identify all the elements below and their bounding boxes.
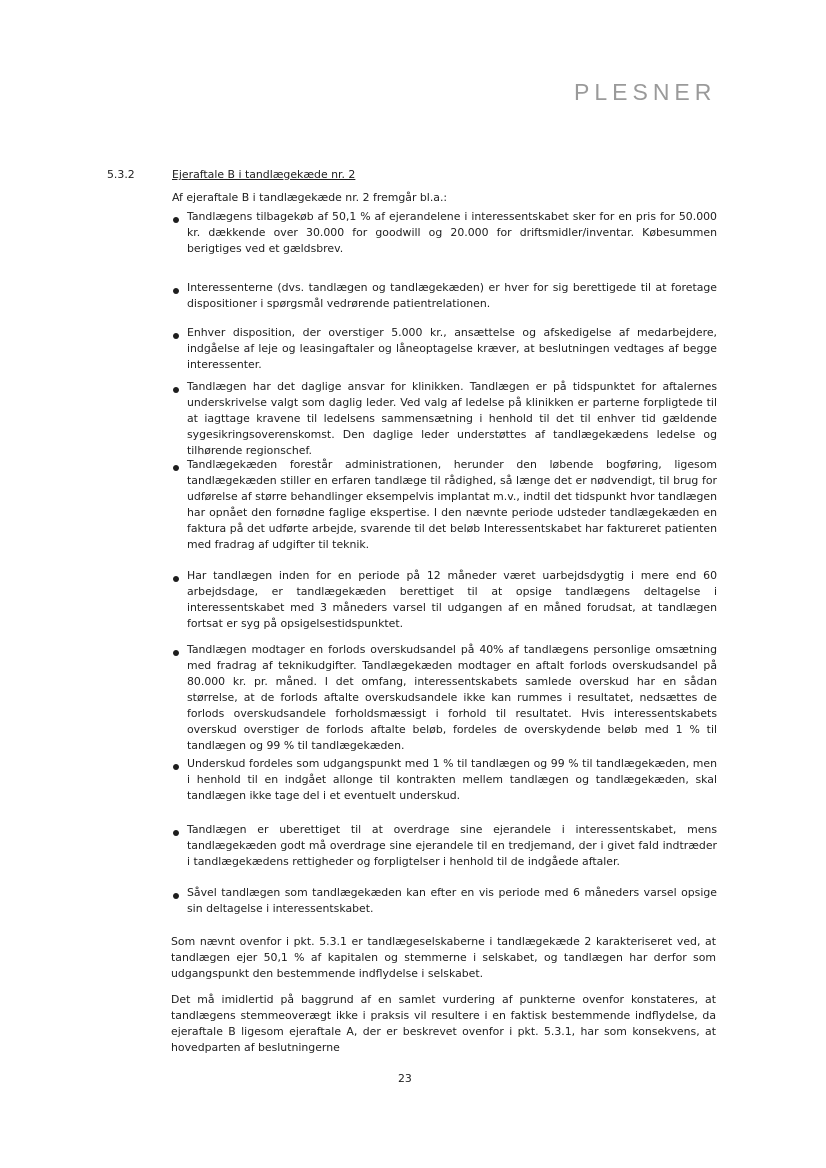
bullet-icon (173, 650, 179, 656)
bullet-item: Tandlægekæden forestår administrationen, herunder den løbende bogføring, ligesom tandlægekæden stiller en erfaren tandlæge til rådighed, så længe det er nødvendigt, til brug for udførelse af større behandlinger eksempelvis implantat m.v., indtil det tidspunkt hvor tandlægen har opnået den fornødne faglige ekspertise. I den nævnte periode udsteder tandlægekæden en faktura på det udførte arbejde, svarende til det beløb Interessentskabet har faktureret patienten med fradrag af udgifter til teknik. (187, 458, 717, 551)
section-intro: Af ejeraftale B i tandlægekæde nr. 2 fremgår bl.a.: (172, 191, 448, 204)
body-paragraph: Som nævnt ovenfor i pkt. 5.3.1 er tandlægeselskaberne i tandlægekæde 2 karakteriseret ved, at tandlægen ejer 50,1 % af kapitalen og stemmerne i selskabet, og tandlægen har derfor som udgangspunkt den bestemmende indflydelse i selskabet. (171, 935, 716, 980)
bullet-item: Tandlægen har det daglige ansvar for klinikken. Tandlægen er på tidspunktet for aftalernes underskrivelse valgt som daglig leder. Ved valg af ledelse på klinikken er parterne forpligtede til at iagttage kravene til ledelsens sammensætning i henhold til det til enhver tid gældende sygesikringsoverenskomst. Den daglige leder understøttes af tandlægekædens ledelse og tilhørende regionschef. (187, 380, 717, 457)
bullet-item: Enhver disposition, der overstiger 5.000 kr., ansættelse og afskedigelse af medarbejdere, indgåelse af leje og leasingaftaler og låneoptagelse kræver, at beslutningen vedtages af begge interessenter. (187, 326, 717, 371)
bullet-icon (173, 830, 179, 836)
bullet-icon (173, 333, 179, 339)
bullet-item: Interessenterne (dvs. tandlægen og tandlægekæden) er hver for sig berettigede til at foretage dispositioner i spørgsmål vedrørende patientrelationen. (187, 281, 717, 310)
bullet-item: Tandlægen er uberettiget til at overdrage sine ejerandele i interessentskabet, mens tandlægekæden godt må overdrage sine ejerandele til en tredjemand, der i givet fald indtræder i tandlægekædens rettigheder og forpligtelser i henhold til de indgåede aftaler. (187, 823, 717, 868)
page-number: 23 (398, 1072, 412, 1085)
bullet-icon (173, 217, 179, 223)
bullet-icon (173, 387, 179, 393)
bullet-icon (173, 576, 179, 582)
section-title: Ejeraftale B i tandlægekæde nr. 2 (172, 168, 356, 181)
bullet-icon (173, 465, 179, 471)
bullet-item: Har tandlægen inden for en periode på 12 måneder været uarbejdsdygtig i mere end 60 arbejdsdage, er tandlægekæden berettiget til at opsige tandlægens deltagelse i interessentskabet med 3 måneders varsel til udgangen af en måned forudsat, at tandlægen fortsat er syg på opsigelsestidspunktet. (187, 569, 717, 630)
section-number: 5.3.2 (107, 168, 135, 181)
bullet-item: Underskud fordeles som udgangspunkt med 1 % til tandlægen og 99 % til tandlægekæden, men i henhold til en indgået allonge til kontrakten mellem tandlægen og tandlægekæden, skal tandlægen ikke tage del i et eventuelt underskud. (187, 757, 717, 802)
body-paragraph: Det må imidlertid på baggrund af en samlet vurdering af punkterne ovenfor konstateres, at tandlægens stemmeoverægt ikke i praksis vil resultere i en faktisk bestemmende indflydelse, da ejeraftale B ligesom ejeraftale A, der er beskrevet ovenfor i pkt. 5.3.1, har som konsekvens, at hovedparten af beslutningerne (171, 993, 716, 1054)
bullet-icon (173, 764, 179, 770)
bullet-icon (173, 893, 179, 899)
bullet-item: Tandlægen modtager en forlods overskudsandel på 40% af tandlægens personlige omsætning med fradrag af teknikudgifter. Tandlægekæden modtager en aftalt forlods overskudsandel på 80.000 kr. pr. måned. I det omfang, interessentskabets samlede overskud har en sådan størrelse, at de forlods aftalte overskudsandele ikke kan rummes i resultatet, nedsættes de forlods overskudsandele forholdsmæssigt i forhold til resultatet. Hvis interessentskabets overskud overstiger de forlods aftalte beløb, fordeles de overskydende beløb med 1 % til tandlægen og 99 % til tandlægekæden. (187, 643, 717, 752)
plesner-logo: PLESNER (574, 79, 717, 105)
bullet-item: Tandlægens tilbagekøb af 50,1 % af ejerandelene i interessentskabet sker for en pris for 50.000 kr. dækkende over 30.000 for goodwill og 20.000 for driftsmidler/inventar. Købesummen berigtiges ved et gældsbrev. (187, 210, 717, 255)
bullet-icon (173, 288, 179, 294)
bullet-item: Såvel tandlægen som tandlægekæden kan efter en vis periode med 6 måneders varsel opsige sin deltagelse i interessentskabet. (187, 886, 717, 915)
